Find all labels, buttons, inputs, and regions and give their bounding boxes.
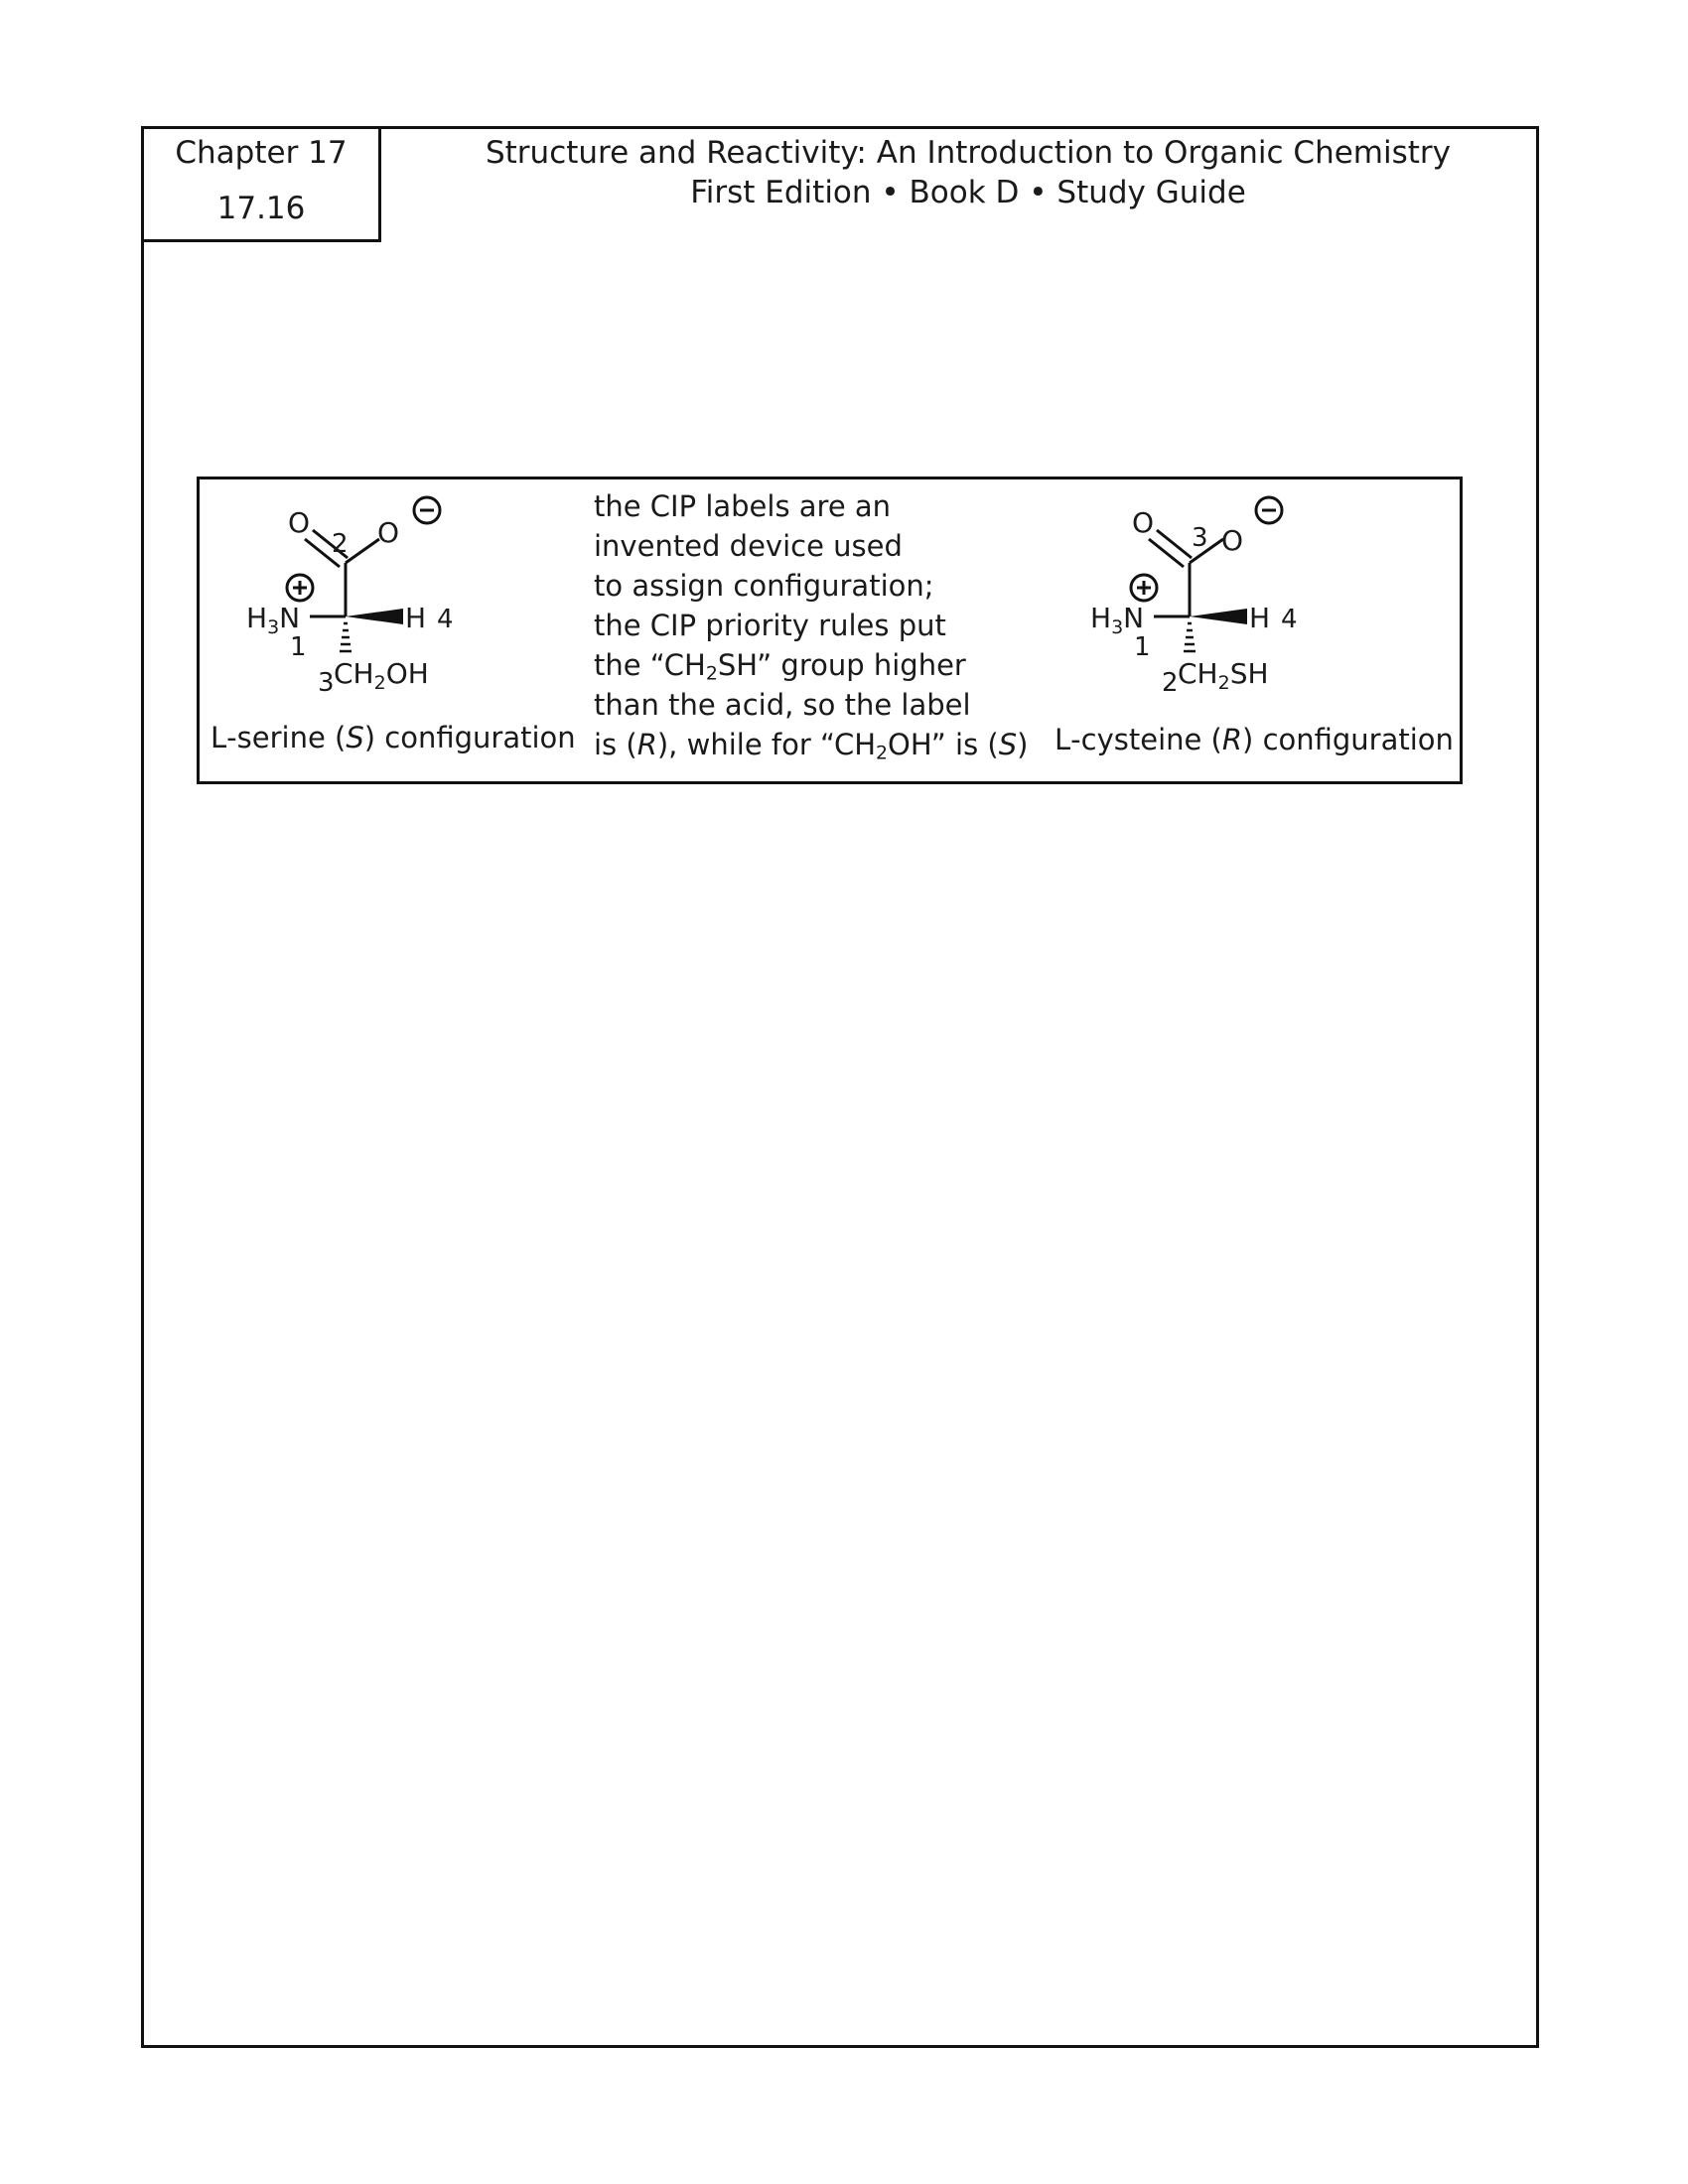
carboxylate-oxygen: O xyxy=(1221,524,1244,557)
cip-note: the CIP labels are an invented device used to assign configuration; the CIP priority rules put the “$CH_2SH$” group higher than the acid, so the label is (R), while for “$CH_2OH$” is (S) xyxy=(594,489,1029,764)
carboxyl-priority: 3 xyxy=(1192,523,1208,553)
chapter-box xyxy=(141,126,381,242)
amine-priority: 1 xyxy=(290,632,307,662)
hydrogen-atom: H xyxy=(405,602,427,634)
serine-caption: L-serine (S) configuration xyxy=(211,721,576,754)
carboxylate-bond xyxy=(346,539,379,563)
carboxylate-oxygen: O xyxy=(377,516,400,549)
side-chain-priority: 3 xyxy=(318,668,335,698)
hydrogen-priority: 4 xyxy=(437,605,454,634)
hydrogen-atom: H xyxy=(1249,602,1271,634)
hashed-bond xyxy=(340,623,352,651)
book-title: Structure and Reactivity: An Introduction to Organic Chemistry xyxy=(485,135,1452,171)
wedge-bond xyxy=(1190,609,1247,624)
side-chain: $CH_2SH$ xyxy=(1178,657,1269,694)
side-chain: $CH_2OH$ xyxy=(334,657,429,694)
ammonium-group: $H_3N$ xyxy=(246,602,301,638)
wedge-bond xyxy=(346,609,403,624)
amine-priority: 1 xyxy=(1134,632,1151,662)
carbonyl-oxygen: O xyxy=(288,506,311,539)
side-chain-priority: 2 xyxy=(1162,668,1179,698)
hashed-bond xyxy=(1184,623,1196,651)
serine-structure xyxy=(218,484,556,733)
cysteine-structure xyxy=(1062,484,1400,733)
problem-number: 17.16 xyxy=(216,191,306,226)
chapter-label: Chapter 17 xyxy=(175,135,348,171)
hydrogen-priority: 4 xyxy=(1281,605,1298,634)
carboxyl-priority: 2 xyxy=(332,529,349,559)
cysteine-caption: L-cysteine (R) configuration xyxy=(1055,723,1454,756)
ammonium-group: $H_3N$ xyxy=(1090,602,1145,638)
carbonyl-oxygen: O xyxy=(1132,506,1155,539)
book-edition: First Edition • Book D • Study Guide xyxy=(690,175,1246,210)
page-frame xyxy=(141,126,1539,2048)
